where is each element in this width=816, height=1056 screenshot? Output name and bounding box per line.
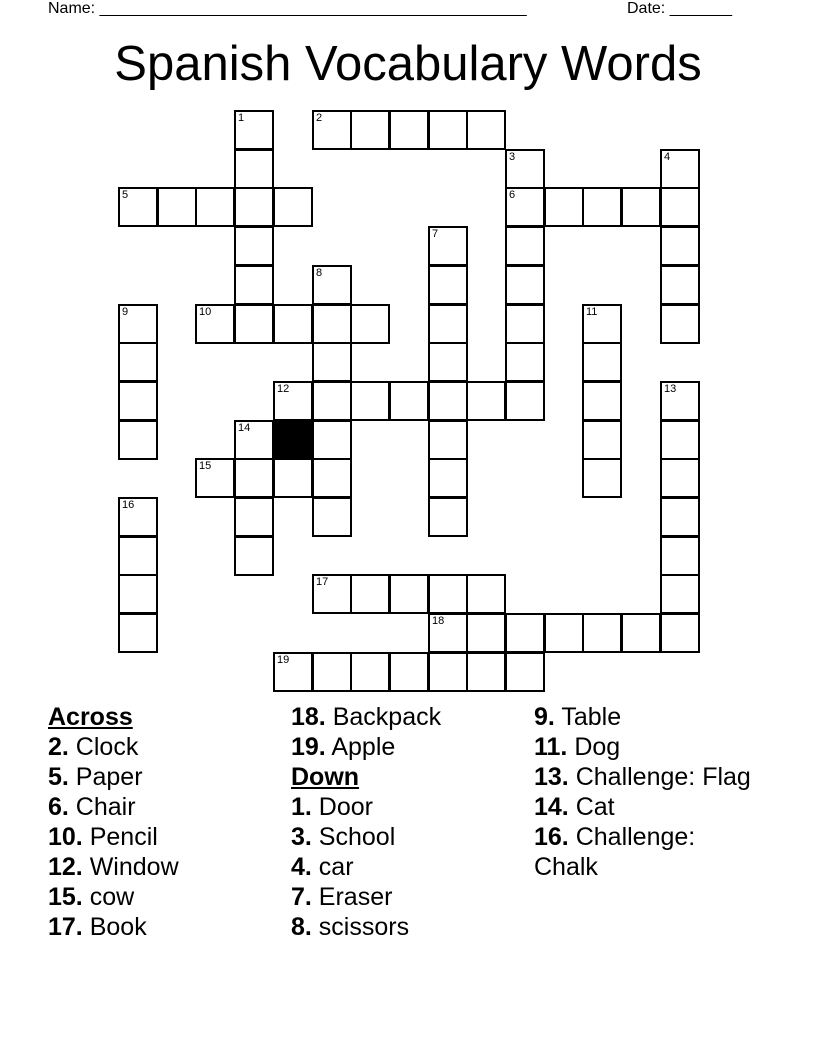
grid-cell[interactable] (157, 187, 197, 227)
grid-cell[interactable] (350, 574, 390, 614)
grid-cell[interactable] (660, 536, 700, 576)
grid-cell[interactable] (544, 613, 584, 653)
grid-cell[interactable] (195, 304, 235, 344)
grid-cell[interactable] (234, 458, 274, 498)
clue-item: 4. car (291, 853, 354, 881)
clue-number: 15 (199, 460, 212, 472)
grid-cell[interactable] (234, 536, 274, 576)
grid-cell[interactable] (389, 110, 429, 150)
grid-cell[interactable] (389, 652, 429, 692)
grid-cell[interactable] (505, 187, 545, 227)
grid-cell[interactable] (273, 187, 313, 227)
grid-cell[interactable] (273, 652, 313, 692)
grid-cell[interactable] (660, 613, 700, 653)
grid-cell[interactable] (312, 304, 352, 344)
clue-column-3 (534, 702, 754, 882)
page-title: Spanish Vocabulary Words (114, 37, 702, 91)
grid-cell[interactable] (660, 265, 700, 305)
grid-cell[interactable] (582, 458, 622, 498)
grid-cell[interactable] (582, 342, 622, 382)
clue-item: 19. Apple (291, 733, 396, 761)
clue-number: 12 (277, 383, 290, 395)
clue-number: 2 (316, 112, 323, 124)
clue-number: 19 (277, 654, 290, 666)
clue-column-1 (48, 702, 288, 942)
clue-number: 13 (664, 383, 677, 395)
grid-cell[interactable] (428, 574, 468, 614)
grid-cell[interactable] (660, 458, 700, 498)
name-field-label: Name: ________________________________________________ (48, 0, 527, 17)
grid-cell[interactable] (505, 652, 545, 692)
grid-cell[interactable] (350, 304, 390, 344)
grid-cell[interactable] (234, 110, 274, 150)
clue-item: 9. Table (534, 703, 622, 731)
clue-item: 7. Eraser (291, 883, 393, 911)
clue-number: 18 (432, 615, 445, 627)
grid-cell[interactable] (118, 574, 158, 614)
clue-number: 16 (122, 499, 135, 511)
grid-cell[interactable] (660, 381, 700, 421)
grid-cell[interactable] (660, 187, 700, 227)
date-field-label: Date: _______ (627, 0, 732, 17)
clue-number: 3 (509, 151, 516, 163)
grid-cell[interactable] (312, 652, 352, 692)
clue-section-heading: Across (48, 703, 133, 731)
grid-cell[interactable] (273, 458, 313, 498)
grid-cell[interactable] (350, 110, 390, 150)
grid-cell[interactable] (312, 265, 352, 305)
grid-cell[interactable] (428, 497, 468, 537)
grid-cell[interactable] (466, 381, 506, 421)
grid-cell[interactable] (350, 652, 390, 692)
clue-item: 10. Pencil (48, 823, 158, 851)
grid-cell[interactable] (544, 187, 584, 227)
grid-cell[interactable] (118, 304, 158, 344)
grid-cell[interactable] (466, 613, 506, 653)
grid-cell[interactable] (505, 149, 545, 189)
clue-number: 7 (432, 228, 439, 240)
grid-cell[interactable] (428, 613, 468, 653)
clue-item: 6. Chair (48, 793, 136, 821)
grid-cell[interactable] (660, 149, 700, 189)
clue-item: 14. Cat (534, 793, 615, 821)
grid-cell[interactable] (505, 265, 545, 305)
grid-cell[interactable] (505, 381, 545, 421)
grid-cell[interactable] (234, 265, 274, 305)
grid-cell[interactable] (234, 149, 274, 189)
clue-item: 13. Challenge: Flag (534, 763, 751, 791)
grid-cell[interactable] (660, 574, 700, 614)
grid-cell[interactable] (428, 304, 468, 344)
grid-cell[interactable] (118, 420, 158, 460)
grid-cell[interactable] (621, 613, 661, 653)
grid-cell[interactable] (312, 458, 352, 498)
clue-item: 2. Clock (48, 733, 139, 761)
grid-cell[interactable] (195, 187, 235, 227)
grid-cell[interactable] (621, 187, 661, 227)
clue-item: 8. scissors (291, 913, 410, 941)
clue-item: 3. School (291, 823, 396, 851)
clue-number: 5 (122, 189, 129, 201)
grid-cell[interactable] (428, 110, 468, 150)
grid-cell[interactable] (389, 574, 429, 614)
clue-number: 11 (586, 306, 598, 318)
grid-cell[interactable] (466, 652, 506, 692)
grid-cell[interactable] (389, 381, 429, 421)
clue-item: 11. Dog (534, 733, 621, 761)
grid-cell[interactable] (428, 381, 468, 421)
grid-cell[interactable] (312, 342, 352, 382)
clue-item: 15. cow (48, 883, 135, 911)
grid-cell[interactable] (350, 381, 390, 421)
grid-cell[interactable] (428, 226, 468, 266)
grid-cell[interactable] (312, 110, 352, 150)
clue-item: 5. Paper (48, 763, 143, 791)
grid-cell[interactable] (505, 226, 545, 266)
grid-cell[interactable] (118, 187, 158, 227)
grid-cell[interactable] (582, 304, 622, 344)
grid-cell[interactable] (428, 342, 468, 382)
clue-item: 17. Book (48, 913, 147, 941)
grid-cell[interactable] (582, 420, 622, 460)
clue-number: 17 (316, 576, 329, 588)
grid-cell[interactable] (466, 574, 506, 614)
grid-cell[interactable] (234, 226, 274, 266)
clue-item: 16. Challenge: Chalk (534, 823, 696, 881)
grid-cell[interactable] (234, 187, 274, 227)
grid-cell[interactable] (582, 381, 622, 421)
grid-cell[interactable] (273, 381, 313, 421)
grid-cell[interactable] (234, 497, 274, 537)
grid-cell[interactable] (312, 497, 352, 537)
grid-cell[interactable] (582, 187, 622, 227)
clue-column-2 (291, 702, 531, 942)
grid-cell[interactable] (118, 342, 158, 382)
grid-cell[interactable] (312, 420, 352, 460)
grid-cell[interactable] (428, 420, 468, 460)
clue-item: 1. Door (291, 793, 373, 821)
clue-number: 1 (238, 112, 245, 124)
grid-cell[interactable] (234, 420, 274, 460)
grid-cell[interactable] (118, 381, 158, 421)
grid-cell[interactable] (505, 613, 545, 653)
grid-cell[interactable] (195, 458, 235, 498)
clue-section-heading: Down (291, 763, 360, 791)
grid-cell[interactable] (505, 304, 545, 344)
clue-item: 18. Backpack (291, 703, 442, 731)
grid-cell[interactable] (660, 304, 700, 344)
clue-number: 8 (316, 267, 323, 279)
grid-cell[interactable] (118, 613, 158, 653)
clue-number: 6 (509, 189, 516, 201)
grid-cell[interactable] (660, 226, 700, 266)
grid-cell[interactable] (234, 304, 274, 344)
grid-cell[interactable] (312, 574, 352, 614)
grid-cell[interactable] (660, 420, 700, 460)
grid-cell[interactable] (118, 536, 158, 576)
grid-cell[interactable] (273, 304, 313, 344)
grid-cell[interactable] (466, 110, 506, 150)
clue-number: 14 (238, 422, 251, 434)
grid-cell[interactable] (118, 497, 158, 537)
clue-number: 10 (199, 306, 212, 318)
grid-cell[interactable] (660, 497, 700, 537)
grid-cell[interactable] (312, 381, 352, 421)
clue-item: 12. Window (48, 853, 179, 881)
grid-cell[interactable] (428, 265, 468, 305)
clue-number: 9 (122, 306, 129, 318)
grid-cell[interactable] (582, 613, 622, 653)
grid-cell[interactable] (428, 458, 468, 498)
grid-cell[interactable] (505, 342, 545, 382)
black-square (273, 420, 313, 460)
grid-cell[interactable] (428, 652, 468, 692)
clue-number: 4 (664, 151, 671, 163)
